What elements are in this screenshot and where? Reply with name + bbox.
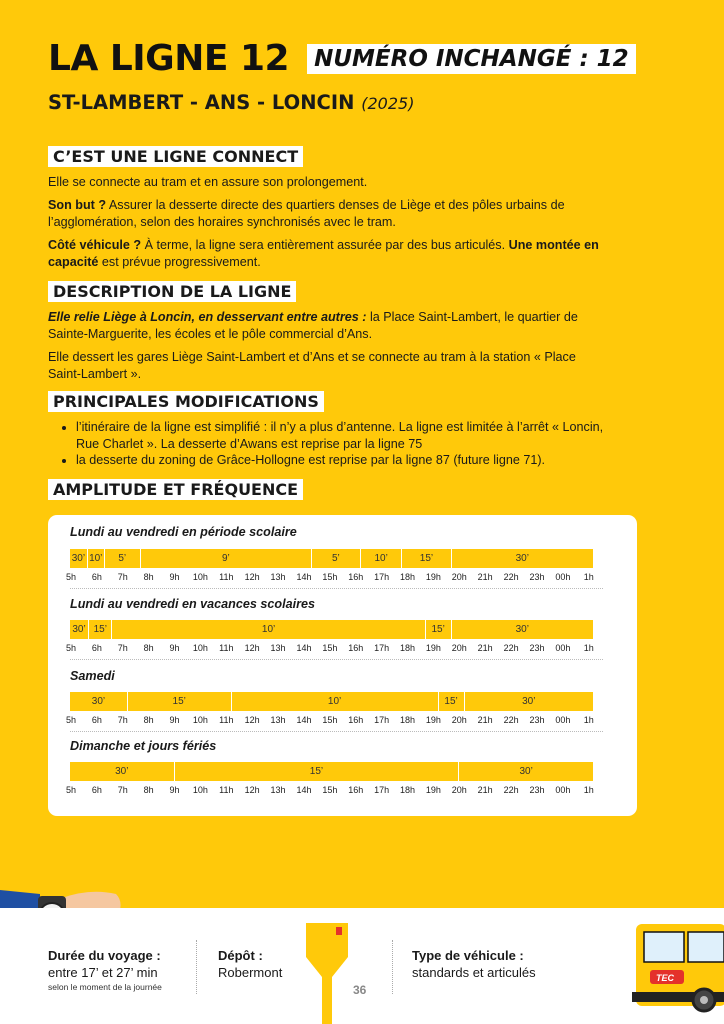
- hour-tick-label: 21h: [477, 785, 493, 795]
- hour-tick-label: 12h: [244, 643, 260, 653]
- hour-tick-label: 21h: [477, 715, 493, 725]
- schedule-title: Lundi au vendredi en période scolaire: [70, 525, 297, 539]
- vehicle-value: standards et articulés: [412, 965, 536, 980]
- bus-window: [688, 932, 724, 962]
- description-paragraph-2: Elle dessert les gares Liège Saint-Lambert et d’Ans et se connecte au tram à la station « Place Saint-Lambert ».: [48, 350, 576, 381]
- pole-shape: [322, 977, 332, 1024]
- hour-tick-label: 15h: [322, 643, 338, 653]
- hour-tick-label: 7h: [117, 715, 128, 725]
- description-p1-text: la Place Saint-Lambert, le quartier de Sainte-Marguerite, les écoles et le pôle commercial d’Ans.: [48, 310, 578, 341]
- hour-tick-label: 1h: [583, 785, 594, 795]
- hour-tick-label: 8h: [143, 643, 154, 653]
- hour-tick-label: 5h: [65, 785, 76, 795]
- frequency-segment: 10’: [231, 692, 438, 711]
- frequency-segment: 9’: [140, 549, 311, 568]
- hour-tick-label: 15h: [322, 715, 338, 725]
- frequency-bar: [70, 620, 593, 639]
- hour-tick-label: 18h: [400, 715, 416, 725]
- stop-sign-tip: [306, 957, 348, 977]
- hour-tick-label: 13h: [270, 643, 286, 653]
- bus-logo-text: TEC: [656, 973, 674, 983]
- connect-p3-text: À terme, la ligne sera entièrement assurée par des bus articulés.: [141, 238, 509, 252]
- list-item: • la desserte du zoning de Grâce-Hollogne est reprise par la ligne 87 (future ligne 71).: [76, 452, 622, 469]
- hour-tick-label: 1h: [583, 643, 594, 653]
- title-row: [48, 38, 636, 79]
- hour-tick-label: 22h: [503, 572, 519, 582]
- divider: [70, 731, 603, 732]
- hour-tick-label: 10h: [192, 785, 208, 795]
- hour-tick-label: 9h: [169, 572, 180, 582]
- bus-hubcap: [700, 996, 708, 1004]
- connect-p2-text: Assurer la desserte directe des quartiers denses de Liège et des pôles urbains de l’agglomération, selon des horaires synchronisés avec le tram.: [48, 198, 565, 229]
- hour-tick-label: 16h: [348, 643, 364, 653]
- hour-tick-label: 19h: [425, 785, 441, 795]
- divider: [70, 659, 603, 660]
- hour-tick-label: 1h: [583, 572, 594, 582]
- modifications-list: [62, 419, 622, 469]
- hour-tick-label: 7h: [117, 785, 128, 795]
- vehicle-label: Type de véhicule :: [412, 948, 524, 963]
- hour-tick-label: 22h: [503, 715, 519, 725]
- line-number-badge: NUMÉRO INCHANGÉ : 12: [307, 44, 636, 74]
- route-subtitle: [48, 91, 414, 114]
- section-heading-modifications: PRINCIPALES MODIFICATIONS: [48, 391, 324, 412]
- frequency-bar: [70, 762, 593, 781]
- duration-label: Durée du voyage :: [48, 948, 161, 963]
- hour-axis: [58, 572, 618, 582]
- connect-p3-emph: Une montée en capacité: [48, 238, 599, 269]
- hour-tick-label: 11h: [219, 715, 234, 725]
- hour-tick-label: 16h: [348, 785, 364, 795]
- hour-tick-label: 12h: [244, 572, 260, 582]
- hour-axis: [58, 643, 618, 653]
- description-p1-lead: Elle relie Liège à Loncin, en desservant entre autres :: [48, 310, 367, 324]
- list-item: • l’itinéraire de la ligne est simplifié : il n’y a plus d’antenne. La ligne est limitée à l’arrêt « Loncin, Rue Charlet ». La desserte d’Awans est reprise par la ligne 75: [76, 419, 622, 452]
- frequency-segment: 15’: [127, 692, 231, 711]
- hour-tick-label: 12h: [244, 715, 260, 725]
- frequency-bar: [70, 692, 593, 711]
- hour-tick-label: 20h: [451, 715, 467, 725]
- page-title: LA LIGNE 12: [48, 38, 290, 79]
- connect-paragraph-1: Elle se connecte au tram et en assure son prolongement.: [48, 175, 368, 189]
- hour-tick-label: 9h: [169, 715, 180, 725]
- section-heading-amplitude: AMPLITUDE ET FRÉQUENCE: [48, 479, 303, 500]
- route-name: ST-LAMBERT - ANS - LONCIN: [48, 91, 355, 114]
- bus-window: [644, 932, 684, 962]
- frequency-bar: [70, 549, 593, 568]
- hour-tick-label: 12h: [244, 785, 260, 795]
- bus-stop-pole-icon: [304, 915, 354, 1024]
- route-year: (2025): [361, 94, 415, 113]
- hour-tick-label: 23h: [529, 715, 545, 725]
- hour-tick-label: 14h: [296, 572, 312, 582]
- hour-tick-label: 5h: [65, 643, 76, 653]
- hour-tick-label: 10h: [192, 643, 208, 653]
- schedule-panel: [48, 515, 637, 816]
- hour-tick-label: 18h: [400, 572, 416, 582]
- hour-tick-label: 17h: [374, 643, 390, 653]
- hour-tick-label: 00h: [555, 643, 571, 653]
- hour-tick-label: 15h: [322, 572, 338, 582]
- connect-paragraph-2: [48, 197, 608, 230]
- hour-tick-label: 19h: [425, 643, 441, 653]
- frequency-segment: 15’: [425, 620, 451, 639]
- hour-tick-label: 8h: [143, 572, 154, 582]
- bus-illustration: [630, 920, 724, 1015]
- page-number: 36: [353, 983, 367, 997]
- hour-tick-label: 21h: [477, 572, 493, 582]
- frequency-segment: 10’: [360, 549, 401, 568]
- description-paragraph-1: [48, 309, 608, 342]
- frequency-segment: 5’: [104, 549, 140, 568]
- frequency-segment: 15’: [88, 620, 111, 639]
- frequency-segment: 30’: [91, 696, 106, 707]
- hour-tick-label: 00h: [555, 715, 571, 725]
- duration-value: entre 17’ et 27’ min: [48, 965, 158, 980]
- hour-axis: [58, 715, 618, 725]
- hour-tick-label: 7h: [117, 643, 128, 653]
- connect-p3-end: est prévue progressivement.: [98, 254, 261, 269]
- frequency-segment: 5’: [311, 549, 360, 568]
- frequency-segment: 30’: [458, 762, 593, 781]
- hour-tick-label: 20h: [451, 572, 467, 582]
- hour-tick-label: 5h: [65, 715, 76, 725]
- hour-tick-label: 22h: [503, 643, 519, 653]
- schedule-title: Lundi au vendredi en vacances scolaires: [70, 597, 315, 611]
- frequency-segment: 10’: [111, 620, 424, 639]
- frequency-segment: 30’: [451, 620, 593, 639]
- hour-tick-label: 13h: [270, 572, 286, 582]
- hour-tick-label: 22h: [503, 785, 519, 795]
- hour-tick-label: 18h: [400, 643, 416, 653]
- hour-tick-label: 17h: [374, 785, 390, 795]
- hour-tick-label: 6h: [91, 715, 102, 725]
- hour-tick-label: 17h: [374, 572, 390, 582]
- connect-paragraph-3: [48, 237, 608, 270]
- frequency-segment: 30’: [115, 766, 129, 777]
- frequency-segment: 15’: [174, 762, 459, 781]
- hour-tick-label: 6h: [91, 785, 102, 795]
- stop-sign-mark: [336, 927, 342, 935]
- schedule-title: Samedi: [70, 669, 115, 683]
- hour-tick-label: 21h: [477, 643, 493, 653]
- hour-tick-label: 16h: [348, 572, 364, 582]
- schedule-title: Dimanche et jours fériés: [70, 739, 217, 753]
- section-heading-description: DESCRIPTION DE LA LIGNE: [48, 281, 296, 302]
- hour-tick-label: 00h: [555, 785, 571, 795]
- frequency-segment: 30’: [72, 624, 86, 635]
- hour-tick-label: 16h: [348, 715, 364, 725]
- divider: [392, 940, 393, 994]
- hour-tick-label: 11h: [219, 643, 234, 653]
- hour-tick-label: 14h: [296, 715, 312, 725]
- hour-tick-label: 10h: [192, 715, 208, 725]
- hour-tick-label: 14h: [296, 785, 312, 795]
- hour-tick-label: 15h: [322, 785, 338, 795]
- hour-tick-label: 7h: [117, 572, 128, 582]
- connect-p2-lead: Son but ?: [48, 198, 107, 212]
- hour-tick-label: 23h: [529, 643, 545, 653]
- hour-tick-label: 23h: [529, 572, 545, 582]
- hour-tick-label: 11h: [219, 785, 234, 795]
- frequency-segment: 15’: [401, 549, 450, 568]
- duration-note: selon le moment de la journée: [48, 982, 162, 992]
- hour-tick-label: 17h: [374, 715, 390, 725]
- divider: [196, 940, 197, 994]
- hour-tick-label: 9h: [169, 785, 180, 795]
- section-heading-connect: C’EST UNE LIGNE CONNECT: [48, 146, 303, 167]
- divider: [70, 588, 603, 589]
- hour-tick-label: 18h: [400, 785, 416, 795]
- hour-tick-label: 6h: [91, 643, 102, 653]
- hour-tick-label: 00h: [555, 572, 571, 582]
- hour-tick-label: 19h: [425, 572, 441, 582]
- connect-p3-lead: Côté véhicule ?: [48, 238, 142, 252]
- hour-tick-label: 6h: [91, 572, 102, 582]
- hour-tick-label: 13h: [270, 715, 286, 725]
- hour-axis: [58, 785, 618, 795]
- hour-tick-label: 13h: [270, 785, 286, 795]
- hour-tick-label: 10h: [192, 572, 208, 582]
- frequency-segment: 10’: [87, 549, 104, 568]
- hour-tick-label: 8h: [143, 785, 154, 795]
- frequency-segment: 15’: [438, 692, 464, 711]
- hour-tick-label: 5h: [65, 572, 76, 582]
- depot-label: Dépôt :: [218, 948, 263, 963]
- depot-value: Robermont: [218, 965, 283, 980]
- hour-tick-label: 9h: [169, 643, 180, 653]
- frequency-segment: 30’: [71, 553, 86, 564]
- hour-tick-label: 8h: [143, 715, 154, 725]
- hour-tick-label: 14h: [296, 643, 312, 653]
- frequency-segment: 30’: [464, 692, 593, 711]
- hour-tick-label: 1h: [583, 715, 594, 725]
- hour-tick-label: 11h: [219, 572, 234, 582]
- hour-tick-label: 20h: [451, 643, 467, 653]
- hour-tick-label: 20h: [451, 785, 467, 795]
- frequency-segment: 30’: [451, 549, 593, 568]
- hour-tick-label: 23h: [529, 785, 545, 795]
- hour-tick-label: 19h: [425, 715, 441, 725]
